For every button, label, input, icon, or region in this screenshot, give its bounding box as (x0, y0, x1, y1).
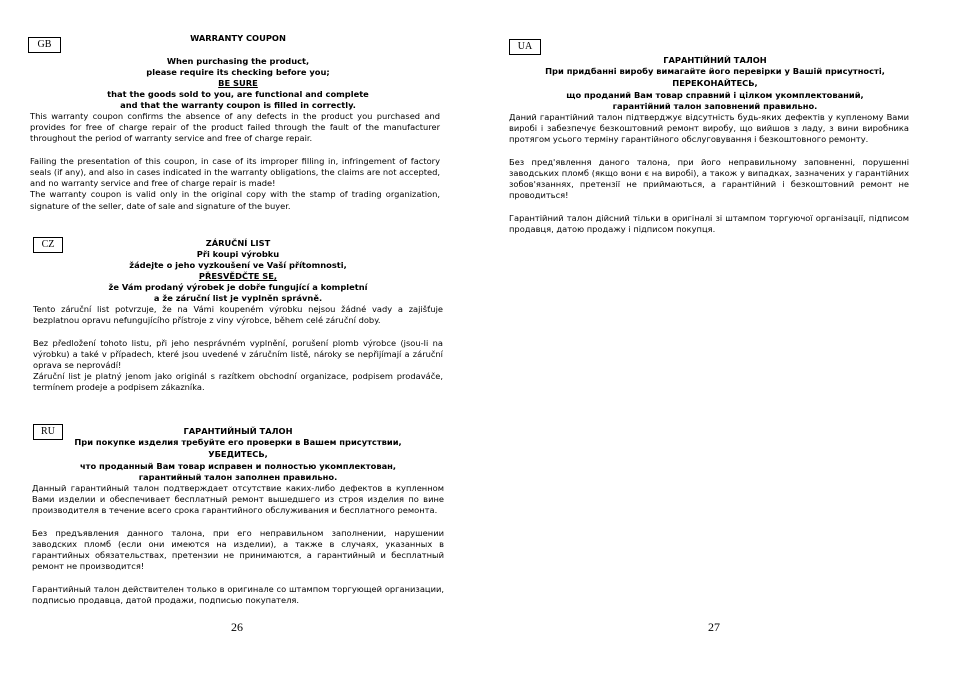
ua-intro-line-3: що проданий Вам товар справний і цілком укомплектований, (566, 90, 864, 100)
gb-intro-line-2: please require its checking before you; (146, 67, 330, 77)
ru-intro-line-2: УБЕДИТЕСЬ, (208, 449, 268, 459)
ua-intro-line-1: При придбанні виробу вимагайте його перевірки у Вашій присутності, (545, 66, 885, 76)
gb-intro-line-4: that the goods sold to you, are functional and complete (107, 89, 369, 99)
gb-intro-line-3: BE SURE (218, 78, 258, 88)
gb-intro-line-5: and that the warranty coupon is filled in correctly. (120, 100, 356, 110)
ru-intro-line-1: При покупке изделия требуйте его проверки в Вашем присутствии, (74, 437, 402, 447)
ua-body (509, 112, 909, 235)
cz-intro-line-2: žádejte o jeho vyzkoušení ve Vaší přítomnosti, (129, 260, 347, 270)
ru-title: ГАРАНТИЙНЫЙ ТАЛОН (183, 426, 293, 436)
cz-paragraph-3: Záruční list je platný jenom jako originál s razítkem obchodní organizace, podpisem prodaváče, termínem prodeje a podpisem zákazníka. (33, 371, 443, 393)
ru-body (32, 483, 444, 606)
ua-intro-line-2: ПЕРЕКОНАЙТЕСЬ, (672, 78, 758, 88)
ru-paragraph-2: Без предъявления данного талона, при его неправильном заполнении, нарушении заводских пломб (если они имеются на изделии), а также в случаях, указанных в гарантийных обязательствах, претензии не принимаются, а гарантийный и бесплатный ремонт не производится! (32, 527, 444, 572)
page-number-left: 26 (231, 620, 243, 634)
cz-paragraph-2: Bez předložení tohoto listu, při jeho nesprávném vyplnění, porušení plomb výrobce (jsou-li na výrobku) a také v případech, které jsou uvedené v záručním listě, nároky se nepřijímají a záruční oprava se neprovádí! (33, 337, 443, 370)
ua-title: ГАРАНТІЙНИЙ ТАЛОН (663, 55, 767, 65)
gb-paragraph-1: This warranty coupon confirms the absence of any defects in the product you purchased and provides for free of charge repair of the product failed through the fault of the manufacturer throughout the period of warranty service and free of charge repair. (30, 111, 440, 144)
ua-paragraph-3: Гарантійний талон дійсний тільки в оригіналі зі штампом торгуючої організації, підписом продавця, датою продажу і підписом покупця. (509, 212, 909, 234)
language-tag-ua: UA (509, 39, 541, 55)
ru-paragraph-1: Данный гарантийный талон подтверждает отсутствие каких-либо дефектов в купленном Вами изделии и обеспечивает бесплатный ремонт вышедшего из строя изделия по вине производителя в течение всего срока гарантийного обслуживания и бесплатного ремонта. (32, 483, 444, 516)
gb-intro-line-1: When purchasing the product, (166, 56, 310, 66)
cz-paragraph-1: Tento záruční list potvrzuje, že na Vámi koupeném výrobku nejsou žádné vady a zajišťuje bezplatnou opravu nefungujícího přístroje z viny výrobce, během celé záruční doby. (33, 304, 443, 326)
cz-intro-line-3: PŘESVĚDČTE SE, (198, 271, 278, 281)
gb-paragraph-3: The warranty coupon is valid only in the original copy with the stamp of trading organization, signature of the seller, date of sale and signature of the buyer. (30, 189, 440, 211)
ua-paragraph-1: Даний гарантійний талон підтверджує відсутність будь-яких дефектів у купленому Вами виробі і забезпечує безкоштовний ремонт виробу, що вийшов з ладу, з вини виробника протягом усього терміну гарантійного обслуговування і безкоштовного ремонту. (509, 112, 909, 145)
cz-intro-line-1: Při koupi výrobku (196, 249, 280, 259)
language-tag-gb: GB (28, 37, 61, 53)
ua-paragraph-2: Без пред'явлення даного талона, при його неправильному заповненні, порушенні заводських пломб (якщо вони є на виробі), а також у випадках, зазначених у гарантійних зобов'язаннях, претензії не приймаються, а гарантійний і безкоштовний ремонт не проводиться! (509, 156, 909, 201)
ru-intro-line-3: что проданный Вам товар исправен и полностью укомплектован, (79, 461, 397, 471)
language-tag-cz: CZ (33, 237, 63, 253)
ua-intro-line-4: гарантійний талон заповнений правильно. (612, 101, 818, 111)
cz-body (33, 304, 443, 394)
gb-paragraph-2: Failing the presentation of this coupon, in case of its improper filling in, infringement of factory seals (if any), and also in cases indicated in the warranty obligations, the claims are not accepted, and no warranty service and free of charge repair is made! (30, 155, 440, 189)
cz-intro-line-5: a že záruční list je vyplněn správně. (153, 293, 323, 303)
cz-intro-line-4: že Vám prodaný výrobek je dobře fungující a kompletní (108, 282, 368, 292)
gb-title: WARRANTY COUPON (190, 33, 286, 43)
page-number-right: 27 (708, 620, 720, 634)
ru-intro-line-4: гарантийный талон заполнен правильно. (138, 472, 338, 482)
language-tag-ru: RU (33, 424, 63, 440)
cz-title: ZÁRUČNÍ LIST (205, 238, 271, 248)
ru-paragraph-3: Гарантийный талон действителен только в оригинале со штампом торгующей организации, подписью продавца, датой продажи, подписью покупателя. (32, 583, 444, 605)
gb-body (30, 111, 440, 212)
